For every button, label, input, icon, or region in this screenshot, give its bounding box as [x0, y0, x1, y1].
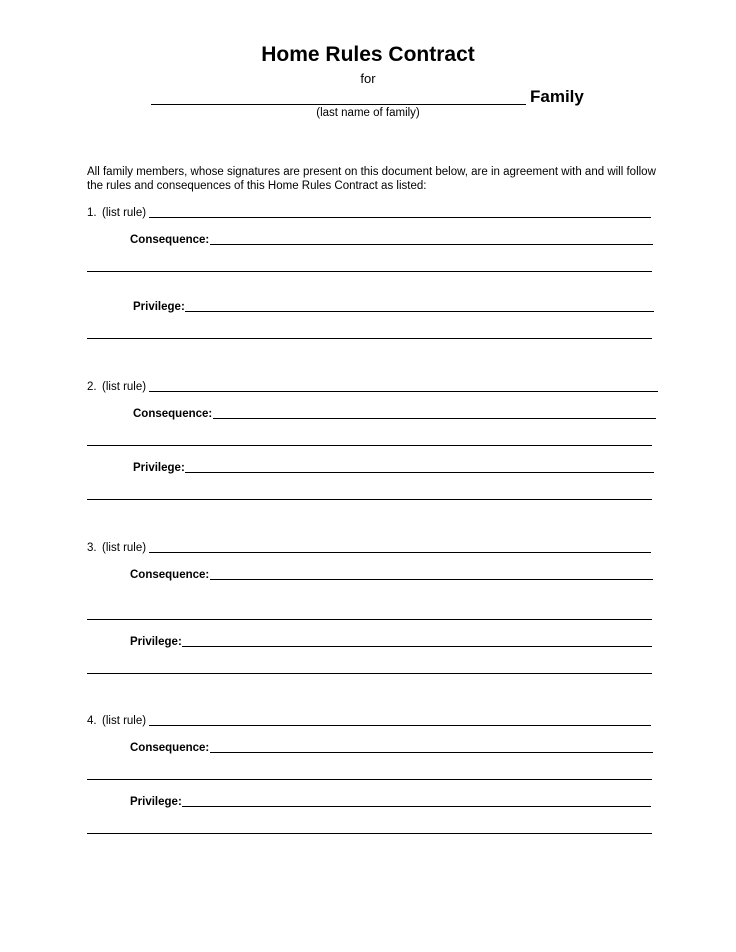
rule-4-consequence-field-line-2[interactable]: [87, 779, 652, 780]
rule-3-consequence-field-line-2[interactable]: [87, 619, 652, 620]
rule-1-field[interactable]: [149, 217, 651, 218]
rule-1-privilege-field-line-2[interactable]: [87, 338, 652, 339]
rule-3-field[interactable]: [149, 552, 651, 553]
rule-4-field[interactable]: [149, 725, 651, 726]
rule-3-label: (list rule): [102, 542, 147, 554]
family-label: Family: [530, 87, 584, 106]
family-name-field[interactable]: [151, 104, 526, 105]
rule-2-label: (list rule): [102, 381, 147, 393]
rule-1-number: 1.: [87, 207, 97, 219]
rule-2-consequence-field[interactable]: [213, 418, 656, 419]
rule-2-consequence-label: Consequence:: [133, 408, 213, 420]
rule-4-consequence-label: Consequence:: [130, 742, 210, 754]
rule-1-privilege-label: Privilege:: [133, 301, 185, 313]
rule-1-label: (list rule): [102, 207, 147, 219]
rule-3-privilege-field-line-2[interactable]: [87, 673, 652, 674]
rule-4-consequence-field[interactable]: [210, 752, 653, 753]
rule-2-consequence-field-line-2[interactable]: [87, 445, 652, 446]
rule-1-privilege-field[interactable]: [185, 311, 654, 312]
rule-1-consequence-field-line-2[interactable]: [87, 271, 652, 272]
rule-4-label: (list rule): [102, 715, 147, 727]
rule-2-privilege-label: Privilege:: [133, 462, 185, 474]
rule-3-privilege-field[interactable]: [182, 646, 652, 647]
rule-4-privilege-field-line-2[interactable]: [87, 833, 652, 834]
rule-1-consequence-label: Consequence:: [130, 234, 210, 246]
rule-2-privilege-field[interactable]: [185, 472, 654, 473]
rule-1-consequence-field[interactable]: [210, 244, 653, 245]
rule-4-privilege-field[interactable]: [182, 806, 651, 807]
rule-3-consequence-field[interactable]: [210, 579, 653, 580]
rule-3-privilege-label: Privilege:: [130, 636, 182, 648]
rule-3-number: 3.: [87, 542, 97, 554]
rule-4-number: 4.: [87, 715, 97, 727]
rule-4-privilege-label: Privilege:: [130, 796, 182, 808]
intro-paragraph: All family members, whose signatures are present on this document below, are in agreement with and will follow the rules and consequences of this Home Rules Contract as listed:: [87, 166, 656, 192]
rule-2-number: 2.: [87, 381, 97, 393]
rule-3-consequence-label: Consequence:: [130, 569, 210, 581]
for-text: for: [360, 71, 376, 86]
page-title: Home Rules Contract: [261, 43, 475, 66]
family-name-caption: (last name of family): [316, 107, 420, 119]
rule-2-privilege-field-line-2[interactable]: [87, 499, 652, 500]
rule-2-field[interactable]: [149, 391, 658, 392]
